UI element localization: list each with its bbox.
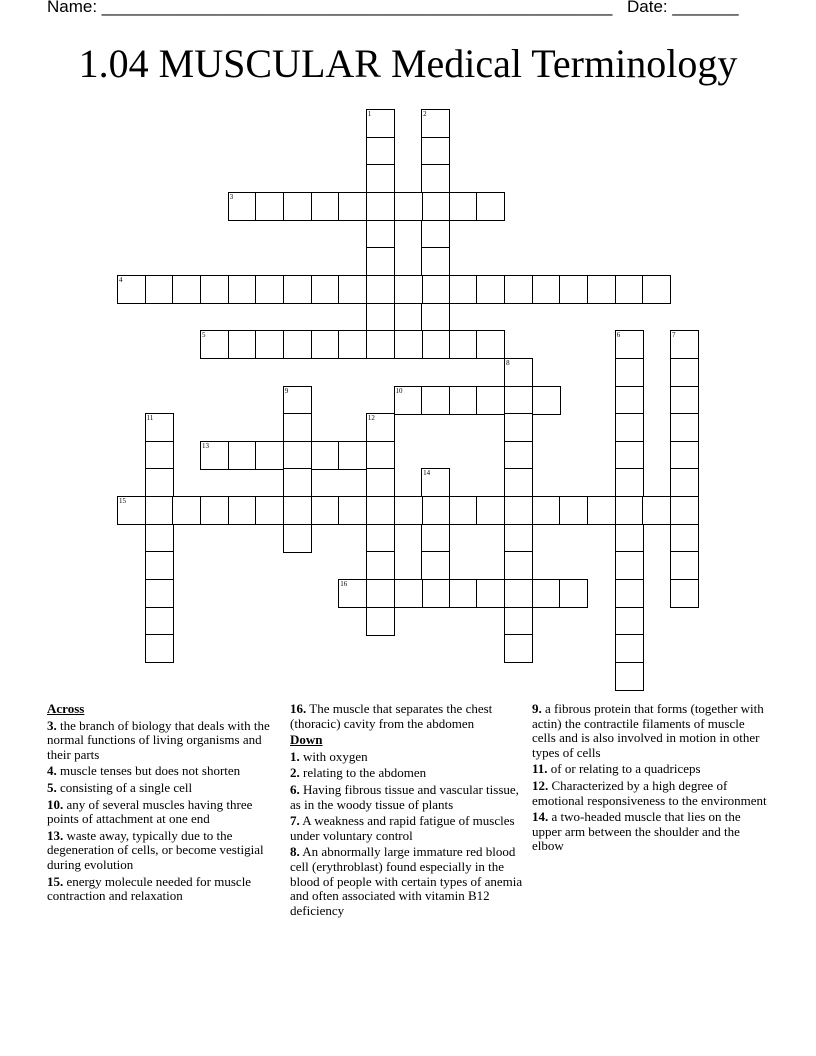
- clue-text: of or relating to a quadriceps: [547, 761, 701, 777]
- grid-cell[interactable]: [255, 441, 284, 470]
- clue-text: relating to the abdomen: [299, 765, 427, 781]
- grid-cell[interactable]: [559, 496, 588, 525]
- grid-cell[interactable]: [311, 330, 340, 359]
- grid-cell[interactable]: [228, 192, 257, 221]
- clue-item: [47, 798, 272, 827]
- clue-number: 5.: [47, 779, 57, 795]
- grid-cell[interactable]: [366, 413, 395, 442]
- grid-cell[interactable]: [117, 496, 146, 525]
- grid-cell[interactable]: [615, 358, 644, 387]
- grid-cell[interactable]: [283, 386, 312, 415]
- grid-cell[interactable]: [421, 468, 450, 497]
- grid-cell[interactable]: [476, 496, 505, 525]
- grid-cell[interactable]: [283, 441, 312, 470]
- grid-cell[interactable]: [366, 524, 395, 553]
- grid-cell[interactable]: [615, 496, 644, 525]
- grid-cell[interactable]: [145, 634, 174, 663]
- grid-cell[interactable]: [532, 386, 561, 415]
- grid-cell[interactable]: [421, 137, 450, 166]
- grid-cell[interactable]: [504, 607, 533, 636]
- cell-number: 3: [229, 192, 234, 201]
- grid-cell[interactable]: [255, 275, 284, 304]
- grid-cell[interactable]: [615, 607, 644, 636]
- grid-cell[interactable]: [145, 468, 174, 497]
- grid-cell[interactable]: [366, 247, 395, 276]
- grid-cell[interactable]: [311, 275, 340, 304]
- cell-number: 12: [367, 414, 375, 423]
- grid-cell[interactable]: [587, 275, 616, 304]
- clue-item: [532, 702, 767, 760]
- clue-number: 11.: [532, 761, 548, 777]
- cell-number: 7: [672, 331, 676, 340]
- cell-number: 8: [506, 358, 510, 367]
- grid-cell[interactable]: [145, 441, 174, 470]
- clue-item: [290, 702, 523, 731]
- clue-item: [47, 764, 272, 779]
- grid-cell[interactable]: [670, 496, 699, 525]
- clue-number: 16.: [290, 701, 307, 716]
- grid-cell[interactable]: [615, 468, 644, 497]
- grid-cell[interactable]: [504, 441, 533, 470]
- grid-cell[interactable]: [421, 551, 450, 580]
- clue-item: [47, 719, 272, 763]
- clue-number: 6.: [290, 781, 300, 797]
- grid-cell[interactable]: [366, 303, 395, 332]
- grid-cell[interactable]: [476, 192, 505, 221]
- clue-text: consisting of a single cell: [56, 779, 193, 795]
- section-heading-across: Across: [47, 701, 85, 716]
- grid-cell[interactable]: [449, 496, 478, 525]
- clue-text: waste away, typically due to the degeneration of cells, or become vestigial during evolution: [47, 827, 264, 872]
- grid-cell[interactable]: [366, 330, 395, 359]
- cell-number: 2: [423, 110, 427, 118]
- grid-cell[interactable]: [532, 275, 561, 304]
- grid-cell[interactable]: [228, 330, 257, 359]
- grid-cell[interactable]: [476, 579, 505, 608]
- clue-text: An abnormally large immature red blood cell (erythroblast) found especially in the blood of people with certain types of anemia and often associated with vitamin B12 deficiency: [290, 844, 523, 918]
- grid-cell[interactable]: [670, 441, 699, 470]
- grid-cell[interactable]: [366, 551, 395, 580]
- clue-text: muscle tenses but does not shorten: [56, 763, 241, 779]
- grid-cell[interactable]: [200, 330, 229, 359]
- grid-cell[interactable]: [559, 275, 588, 304]
- clue-item: [290, 814, 523, 843]
- grid-cell[interactable]: [504, 413, 533, 442]
- grid-cell[interactable]: [338, 275, 367, 304]
- grid-cell[interactable]: [504, 496, 533, 525]
- clue-text: any of several muscles having three points of attachment at one end: [47, 796, 253, 827]
- grid-cell[interactable]: [421, 330, 450, 359]
- clue-item: [532, 762, 767, 777]
- clue-text: Characterized by a high degree of emotional responsiveness to the environment: [532, 777, 767, 808]
- clue-item: [47, 875, 272, 904]
- grid-cell[interactable]: [366, 220, 395, 249]
- clue-text: with oxygen: [299, 748, 368, 764]
- grid-cell[interactable]: [283, 524, 312, 553]
- grid-cell[interactable]: [338, 496, 367, 525]
- grid-cell[interactable]: [366, 137, 395, 166]
- grid-cell[interactable]: [615, 662, 644, 691]
- clue-text: energy molecule needed for muscle contraction and relaxation: [47, 873, 252, 904]
- grid-cell[interactable]: [200, 441, 229, 470]
- grid-cell[interactable]: [283, 330, 312, 359]
- grid-cell[interactable]: [615, 524, 644, 553]
- grid-cell[interactable]: [504, 579, 533, 608]
- clue-number: 3.: [47, 717, 57, 733]
- grid-cell[interactable]: [366, 579, 395, 608]
- clue-number: 7.: [290, 813, 300, 829]
- cell-number: 9: [284, 386, 289, 395]
- cell-number: 6: [616, 331, 621, 340]
- grid-cell[interactable]: [476, 330, 505, 359]
- grid-cell[interactable]: [449, 192, 478, 221]
- clue-number: 8.: [290, 844, 300, 860]
- clue-item: [290, 750, 523, 765]
- grid-cell[interactable]: [421, 192, 450, 221]
- grid-cell[interactable]: [670, 330, 699, 359]
- grid-cell[interactable]: [449, 386, 478, 415]
- grid-cell[interactable]: [145, 551, 174, 580]
- cell-number: 10: [395, 386, 403, 395]
- clue-number: 2.: [290, 765, 300, 781]
- grid-cell[interactable]: [394, 496, 423, 525]
- clues-column-3: [532, 702, 767, 856]
- clue-text: a two-headed muscle that lies on the upper arm between the shoulder and the elbow: [532, 809, 741, 854]
- grid-cell[interactable]: [255, 496, 284, 525]
- clue-text: the branch of biology that deals with the normal functions of living organisms and their parts: [47, 717, 270, 762]
- cell-number: 14: [423, 469, 431, 478]
- grid-cell[interactable]: [338, 330, 367, 359]
- grid-cell[interactable]: [615, 386, 644, 415]
- grid-cell[interactable]: [421, 247, 450, 276]
- grid-cell[interactable]: [283, 413, 312, 442]
- grid-cell[interactable]: [532, 579, 561, 608]
- grid-cell[interactable]: [394, 192, 423, 221]
- grid-cell[interactable]: [587, 496, 616, 525]
- grid-cell[interactable]: [366, 607, 395, 636]
- grid-cell[interactable]: [366, 164, 395, 193]
- cell-number: 11: [146, 414, 154, 423]
- section-heading-down: Down: [290, 732, 323, 748]
- grid-cell[interactable]: [642, 496, 671, 525]
- grid-cell[interactable]: [421, 386, 450, 415]
- grid-cell[interactable]: [145, 275, 174, 304]
- clue-number: 10.: [47, 796, 64, 812]
- clue-number: 1.: [290, 748, 300, 764]
- clue-number: 9.: [532, 701, 542, 716]
- grid-cell[interactable]: [670, 386, 699, 415]
- grid-cell[interactable]: [476, 386, 505, 415]
- grid-cell[interactable]: [338, 579, 367, 608]
- grid-cell[interactable]: [670, 413, 699, 442]
- clue-item: [290, 783, 523, 812]
- grid-cell[interactable]: [449, 275, 478, 304]
- grid-cell[interactable]: [145, 496, 174, 525]
- grid-cell[interactable]: [615, 330, 644, 359]
- clue-item: [290, 766, 523, 781]
- grid-cell[interactable]: [670, 524, 699, 553]
- grid-cell[interactable]: [200, 275, 229, 304]
- grid-cell[interactable]: [338, 192, 367, 221]
- clue-text: A weakness and rapid fatigue of muscles under voluntary control: [290, 813, 515, 843]
- grid-cell[interactable]: [338, 441, 367, 470]
- grid-cell[interactable]: [421, 275, 450, 304]
- cell-number: 13: [201, 441, 209, 450]
- grid-cell[interactable]: [615, 441, 644, 470]
- grid-cell[interactable]: [228, 275, 257, 304]
- grid-cell[interactable]: [311, 192, 340, 221]
- clue-item: [290, 845, 523, 918]
- date-line: Date: _______: [627, 0, 739, 16]
- grid-cell[interactable]: [421, 579, 450, 608]
- grid-cell[interactable]: [532, 496, 561, 525]
- grid-cell[interactable]: [283, 468, 312, 497]
- clue-number: 13.: [47, 827, 64, 843]
- name-line: Name: ______________________________________________________: [47, 0, 613, 16]
- cell-number: 4: [119, 275, 123, 284]
- clue-number: 12.: [532, 777, 549, 793]
- clue-item: [532, 779, 767, 808]
- grid-cell[interactable]: [504, 275, 533, 304]
- grid-cell[interactable]: [145, 413, 174, 442]
- grid-cell[interactable]: [504, 386, 533, 415]
- grid-cell[interactable]: [504, 634, 533, 663]
- grid-cell[interactable]: [449, 579, 478, 608]
- clue-item: [47, 829, 272, 873]
- cell-number: 15: [119, 497, 126, 506]
- grid-cell[interactable]: [421, 496, 450, 525]
- grid-cell[interactable]: [283, 275, 312, 304]
- grid-cell[interactable]: [504, 524, 533, 553]
- grid-cell[interactable]: [366, 192, 395, 221]
- clue-text: Having fibrous tissue and vascular tissue, as in the woody tissue of plants: [290, 781, 519, 812]
- grid-cell[interactable]: [615, 551, 644, 580]
- cell-number: 5: [201, 331, 206, 340]
- grid-cell[interactable]: [615, 275, 644, 304]
- grid-cell[interactable]: [311, 441, 340, 470]
- clue-item: [47, 781, 272, 796]
- grid-cell[interactable]: [145, 524, 174, 553]
- grid-cell[interactable]: [117, 275, 146, 304]
- cell-number: 1: [367, 110, 372, 118]
- grid-cell[interactable]: [172, 496, 201, 525]
- grid-cell[interactable]: [421, 220, 450, 249]
- grid-cell[interactable]: [394, 579, 423, 608]
- grid-cell[interactable]: [366, 496, 395, 525]
- grid-cell[interactable]: [421, 109, 450, 138]
- grid-cell[interactable]: [421, 164, 450, 193]
- grid-cell[interactable]: [670, 551, 699, 580]
- clue-text: The muscle that separates the chest (thoracic) cavity from the abdomen: [290, 701, 493, 731]
- grid-cell[interactable]: [283, 192, 312, 221]
- grid-cell[interactable]: [421, 303, 450, 332]
- clues-column-2: [290, 702, 523, 920]
- grid-cell[interactable]: [172, 275, 201, 304]
- grid-cell[interactable]: [670, 468, 699, 497]
- grid-cell[interactable]: [366, 441, 395, 470]
- grid-cell[interactable]: [366, 109, 395, 138]
- grid-cell[interactable]: [504, 468, 533, 497]
- grid-cell[interactable]: [311, 496, 340, 525]
- grid-cell[interactable]: [615, 579, 644, 608]
- grid-cell[interactable]: [642, 275, 671, 304]
- grid-cell[interactable]: [615, 413, 644, 442]
- grid-cell[interactable]: [476, 275, 505, 304]
- grid-cell[interactable]: [615, 634, 644, 663]
- grid-cell[interactable]: [504, 358, 533, 387]
- grid-cell[interactable]: [670, 358, 699, 387]
- grid-cell[interactable]: [145, 579, 174, 608]
- grid-cell[interactable]: [366, 468, 395, 497]
- clue-text: a fibrous protein that forms (together with actin) the contractile filaments of muscle cells and is also involved in motion in other types of cells: [532, 701, 764, 760]
- grid-cell[interactable]: [559, 579, 588, 608]
- grid-cell[interactable]: [504, 551, 533, 580]
- grid-cell[interactable]: [200, 496, 229, 525]
- grid-cell[interactable]: [255, 330, 284, 359]
- grid-cell[interactable]: [228, 441, 257, 470]
- grid-cell[interactable]: [145, 607, 174, 636]
- grid-cell[interactable]: [366, 275, 395, 304]
- grid-cell[interactable]: [670, 579, 699, 608]
- clues-column-1: [47, 702, 272, 906]
- cell-number: 16: [340, 580, 348, 589]
- grid-cell[interactable]: [255, 192, 284, 221]
- grid-cell[interactable]: [228, 496, 257, 525]
- clue-number: 14.: [532, 809, 549, 825]
- clue-item: [532, 810, 767, 854]
- grid-cell[interactable]: [394, 275, 423, 304]
- grid-cell[interactable]: [283, 496, 312, 525]
- grid-cell[interactable]: [421, 524, 450, 553]
- page-title: 1.04 MUSCULAR Medical Terminology: [78, 41, 738, 86]
- grid-cell[interactable]: [449, 330, 478, 359]
- clue-number: 4.: [47, 763, 57, 779]
- grid-cell[interactable]: [394, 386, 423, 415]
- clue-number: 15.: [47, 873, 64, 889]
- grid-cell[interactable]: [394, 330, 423, 359]
